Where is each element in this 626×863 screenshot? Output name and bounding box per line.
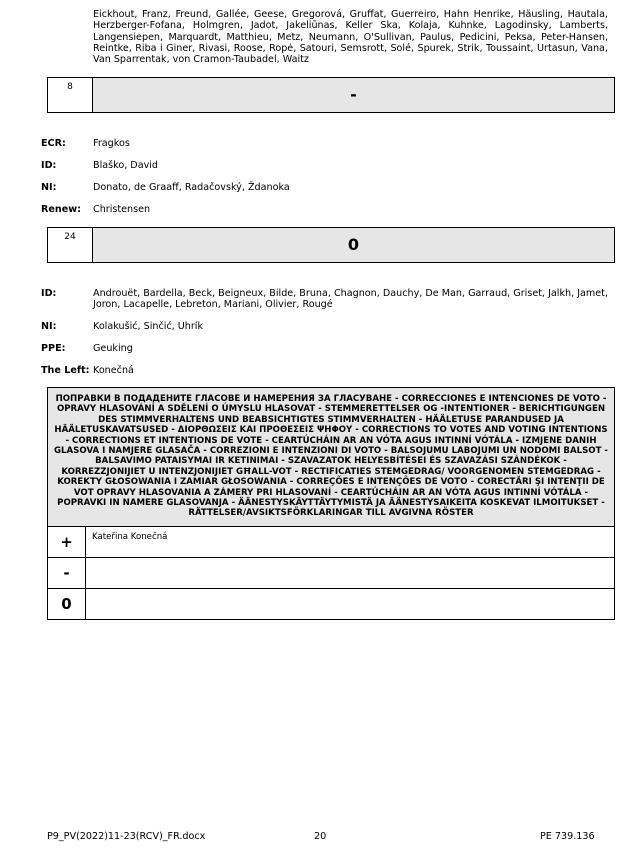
group-label: ECR: <box>41 138 66 149</box>
correction-row-for <box>48 527 614 558</box>
correction-row-abstain <box>48 589 614 619</box>
correction-names <box>86 589 614 619</box>
correction-names <box>86 558 614 588</box>
footer-document-ref: P9_PV(2022)11-23(RCV)_FR.docx <box>47 831 206 842</box>
group-label: The Left: <box>41 365 90 376</box>
correction-names: Kateřina Konečná <box>92 531 168 542</box>
group-label: NI: <box>41 182 57 193</box>
favour-names-continued: Eickhout, Franz, Freund, Gallée, Geese, Gregorová, Gruffat, Guerreiro, Hahn Henrike, Häusling, Hautala, Herzberger-Fofana, Holmgren, Jadot, Jakeliūnas, Keller Ska, Kolaja, Kuhnke, Lagodinsky, Lamberts, Langensiepen, Marquardt, Matthieu, Metz, Neumann, O'Sullivan, Paulus, Pedicini, Peksa, Peter-Hansen, Reintke, Riba i Giner, Rivasi, Roose, Ropė, Satouri, Semsrott, Solé, Spurek, Strik, Toussaint, Urtasun, Vana, Van Sparrentak, von Cramon-Taubadel, Waitz <box>93 9 608 66</box>
group-label: PPE: <box>41 343 66 354</box>
group-label: ID: <box>41 288 57 299</box>
against-vote-box <box>47 77 615 113</box>
abstain-count: 24 <box>48 228 93 262</box>
against-sign: - <box>93 78 614 112</box>
footer-page-number: 20 <box>314 831 327 842</box>
group-names: Geuking <box>93 343 133 354</box>
correction-sign: 0 <box>48 589 86 619</box>
correction-sign: - <box>48 558 86 588</box>
group-label: Renew: <box>41 204 81 215</box>
correction-row-against <box>48 558 614 589</box>
footer-pe-number: PE 739.136 <box>540 831 595 842</box>
group-names: Donato, de Graaff, Radačovský, Ždanoka <box>93 182 290 193</box>
abstain-vote-box <box>47 227 615 263</box>
group-label: NI: <box>41 321 57 332</box>
group-names: Androuët, Bardella, Beck, Beigneux, Bilde, Bruna, Chagnon, Dauchy, De Man, Garraud, Griset, Jalkh, Jamet, Joron, Lacapelle, Lebreton, Mariani, Olivier, Rougé <box>93 288 608 311</box>
against-count: 8 <box>48 78 93 112</box>
correction-sign: + <box>48 527 86 557</box>
group-names: Christensen <box>93 204 151 215</box>
corrections-header: ПОПРАВКИ В ПОДАДЕНИТЕ ГЛАСОВЕ И НАМЕРЕНИЯ ЗА ГЛАСУВАНЕ - CORRECCIONES E INTENCIONES DE VOTO - OPRAVY HLASOVÁNÍ A SDĚLENÍ O ÚMYSLU HLASOVAT - STEMMERETTELSER OG -INTENTIONER - BERICHTIGUNGEN DES STIMMVERHALTENS UND BEABSICHTIGTES STIMMVERHALTEN - HÄÄLETUSE PARANDUSED JA HÄÄLETUSKAVATSUSED - ΔΙΟΡΘΩΣΕΙΣ ΚΑΙ ΠΡΟΘΕΣΕΙΣ ΨΗΦΟΥ - CORRECTIONS TO VOTES AND VOTING INTENTIONS - CORRECTIONS ET INTENTIONS DE VOTE - CEARTÚCHÁIN AR AN VÓTA AGUS INTINNÍ VÓTÁLA - IZMJENE DANIH GLASOVA I NAMJERE GLASAČA - CORREZIONI E INTENZIONI DI VOTO - BALSOJUMU LABOJUMI UN NODOMI BALSOT - BALSAVIMO PATAISYMAI IR KETINIMAI - SZAVAZATOK HELYESBÍTÉSEI ÉS SZAVAZÁSI SZÁNDÉKOK - KORREZZJONIJIET U INTENZJONIJIET GĦALL-VOT - RECTIFICATIES STEMGEDRAG/ VOORGENOMEN STEMGEDRAG - KOREKTY GŁOSOWANIA I ZAMIAR GŁOSOWANIA - CORREÇÕES E INTENÇÕES DE VOTO - CORECTĂRI ŞI INTENŢII DE VOT OPRAVY HLASOVANIA A ZÁMERY PRI HLASOVANÍ - CEARTÚCHÁIN AR AN VÓTA AGUS INTINNÍ VÓTÁLA - POPRAVKI IN NAMERE GLASOVANJA - ÄÄNESTYSKÄYTTÄYTYMISTÄ JA ÄÄNESTYSAIKEITA KOSKEVAT ILMOITUKSET - RÄTTELSER/AVSIKTSFÖRKLARINGAR TILL AVGIVNA RÖSTER <box>48 388 614 527</box>
group-names: Blaško, David <box>93 160 159 171</box>
group-names: Kolakušić, Sinčić, Uhrík <box>93 321 204 332</box>
group-names: Fragkos <box>93 138 130 149</box>
group-names: Konečná <box>93 365 134 376</box>
abstain-sign: 0 <box>93 228 614 262</box>
group-label: ID: <box>41 160 57 171</box>
corrections-table <box>47 387 615 620</box>
